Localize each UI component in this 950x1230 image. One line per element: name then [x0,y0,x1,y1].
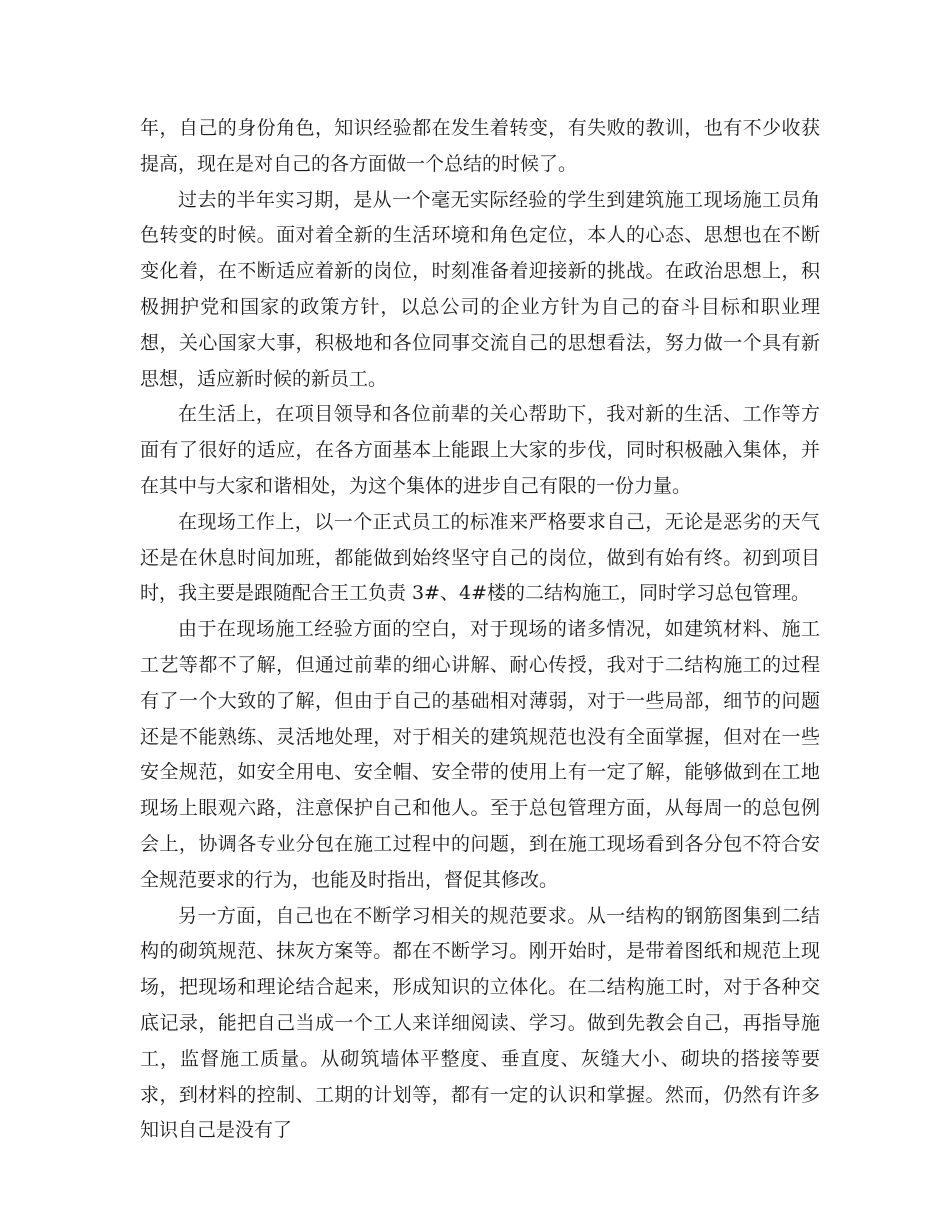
document-body [140,111,820,1149]
paragraph-3: 在生活上，在项目领导和各位前辈的关心帮助下，我对新的生活、工作等方面有了很好的适应，在各方面基本上能跟上大家的步伐，同时积极融入集体，并在其中与大家和谐相处，为这个集体的进步自己有限的一份力量。 [140,403,820,497]
paragraph-6: 另一方面，自己也在不断学习相关的规范要求。从一结构的钢筋图集到二结构的砌筑规范、抹灰方案等。都在不断学习。刚开始时，是带着图纸和规范上现场，把现场和理论结合起来，形成知识的立体化。在二结构施工时，对于各种交底记录，能把自己当成一个工人来详细阅读、学习。做到先教会自己，再指导施工，监督施工质量。从砌筑墙体平整度、垂直度、灰缝大小、砌块的搭接等要求，到材料的控制、工期的计划等，都有一定的认识和掌握。然而，仍然有许多知识自己是没有了 [140,904,820,1142]
paragraph-4: 在现场工作上，以一个正式员工的标准来严格要求自己，无论是恶劣的天气还是在休息时间加班，都能做到始终坚守自己的岗位，做到有始有终。初到项目时，我主要是跟随配合王工负责 3#、4#楼的二结构施工，同时学习总包管理。 [140,510,820,605]
paragraph-1: 年，自己的身份角色，知识经验都在发生着转变，有失败的教训，也有不少收获提高，现在是对自己的各方面做一个总结的时候了。 [140,117,820,175]
paragraph-2: 过去的半年实习期，是从一个毫无实际经验的学生到建筑施工现场施工员角色转变的时候。面对着全新的生活环境和角色定位，本人的心态、思想也在不断变化着，在不断适应着新的岗位，时刻准备着迎接新的挑战。在政治思想上，积极拥护党和国家的政策方针，以总公司的企业方针为自己的奋斗目标和职业理想，关心国家大事，积极地和各位同事交流自己的思想看法，努力做一个具有新思想，适应新时候的新员工。 [140,188,820,390]
paragraph-5: 由于在现场施工经验方面的空白，对于现场的诸多情况，如建筑材料、施工工艺等都不了解，但通过前辈的细心讲解、耐心传授，我对于二结构施工的过程有了一个大致的了解，但由于自己的基础相对薄弱，对于一些局部，细节的问题还是不能熟练、灵活地处理，对于相关的建筑规范也没有全面掌握，但对在一些安全规范，如安全用电、安全帽、安全带的使用上有一定了解，能够做到在工地现场上眼观六路，注意保护自己和他人。至于总包管理方面，从每周一的总包例会上，协调各专业分包在施工过程中的问题，到在施工现场看到各分包不符合安全规范要求的行为，也能及时指出，督促其修改。 [140,618,820,891]
